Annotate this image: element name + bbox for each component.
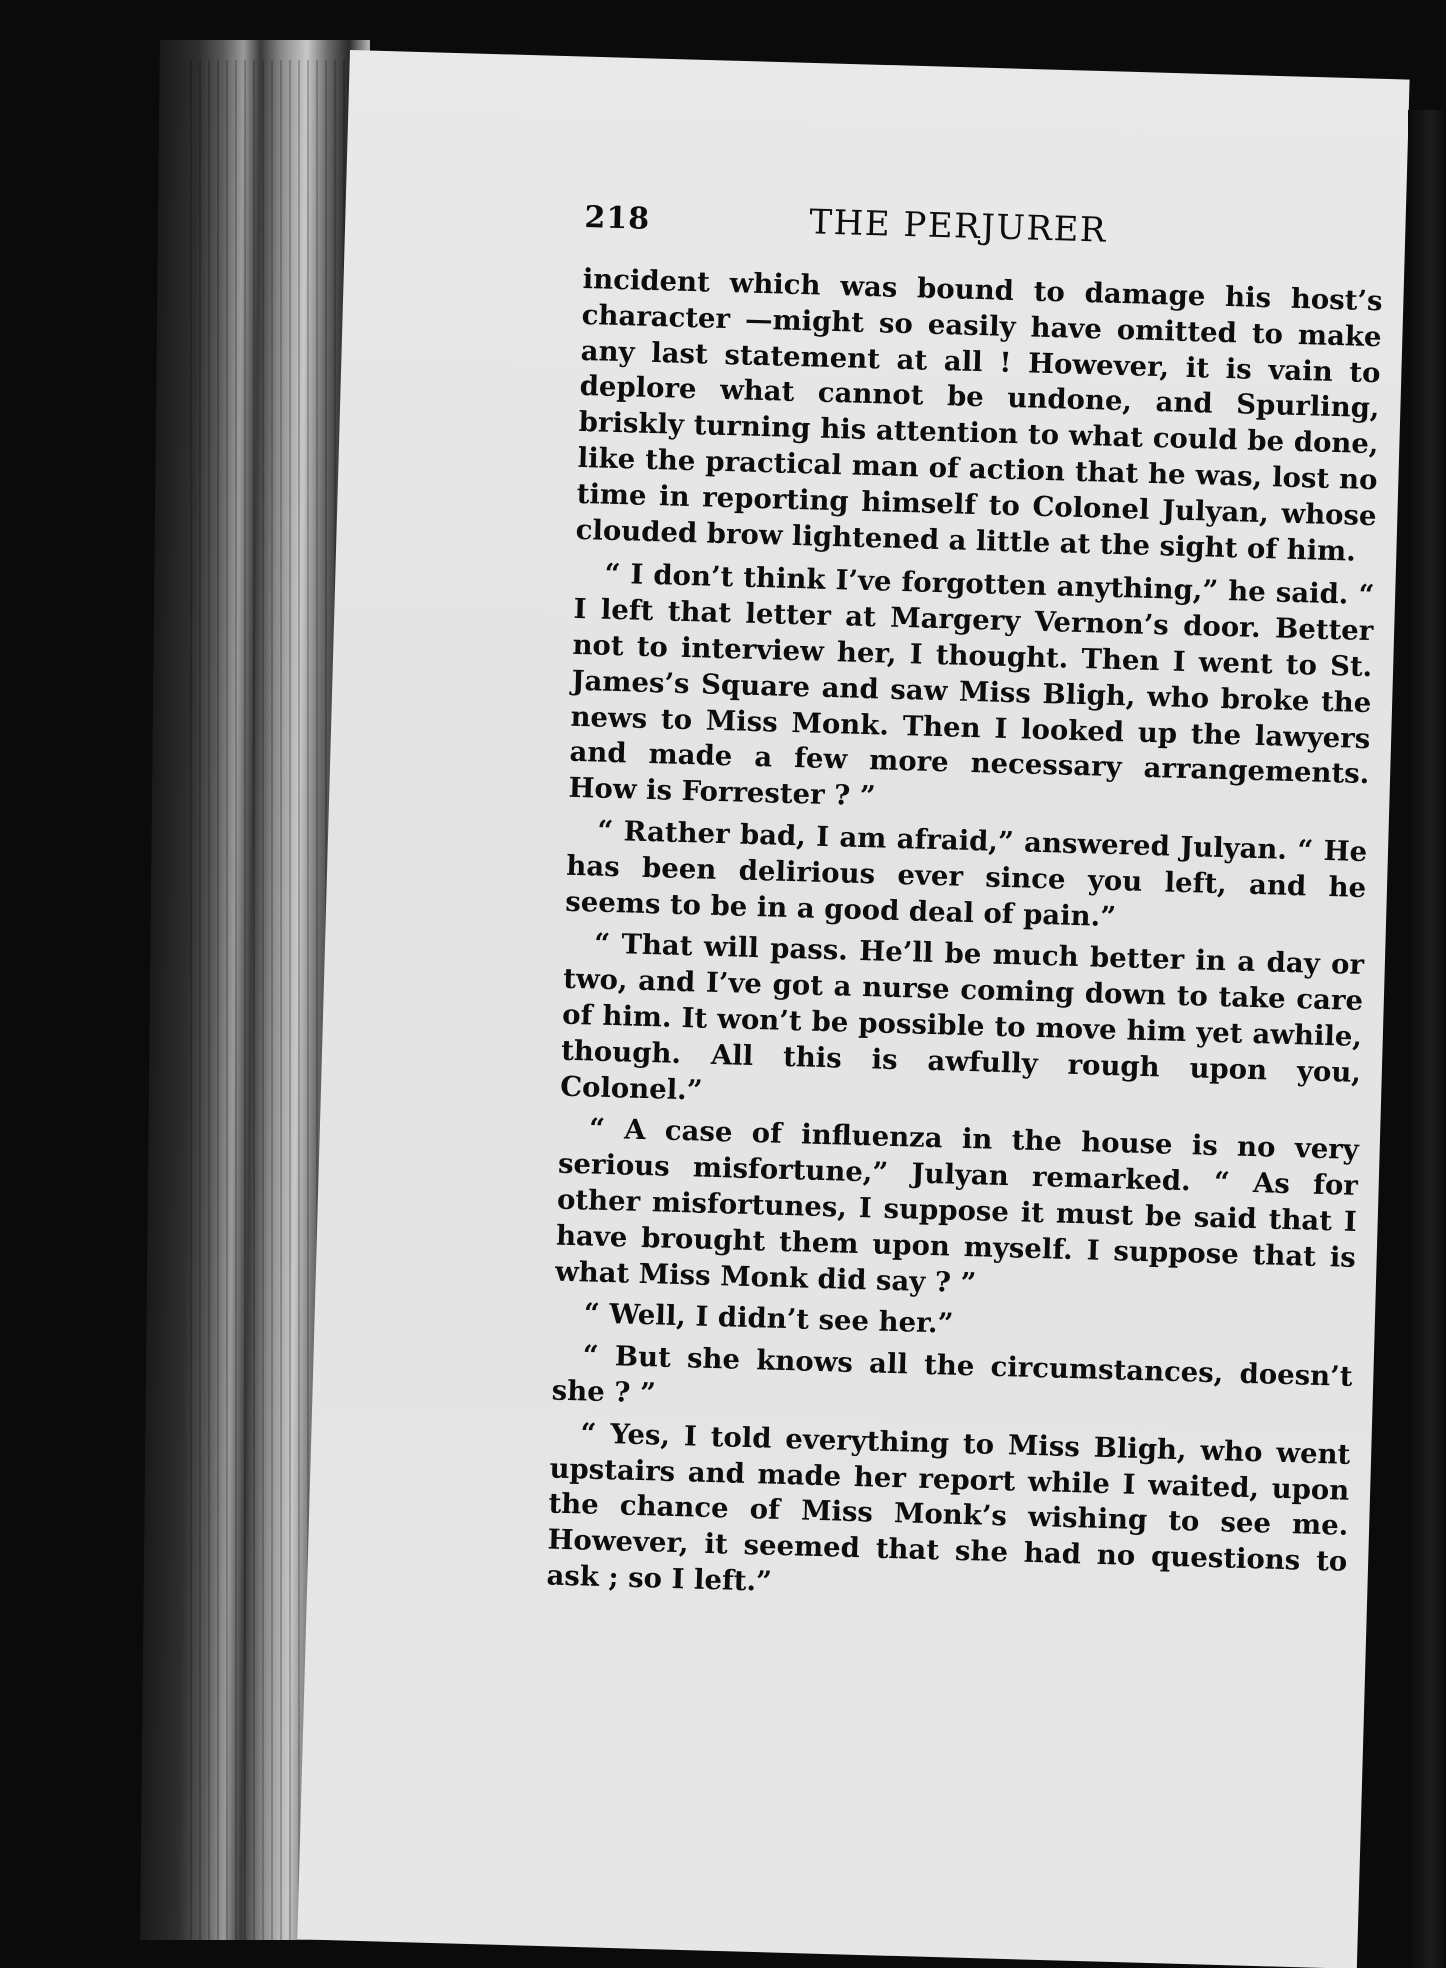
paragraph-6: “ Well, I didn’t see her.”	[583, 1297, 954, 1341]
paragraph-2: “ I don’t think I’ve forgotten anything,” he said. “ I left that letter at Margery Vernon’s door. Better not to interview her, I thought. Then I went to St. James’s Square and saw Miss Bligh, who broke the news to Miss Monk. Then I looked up the lawyers and made a few more necessary arrangements. How is Forrester ? ”	[568, 558, 1375, 813]
page-number: 218	[584, 200, 651, 237]
paragraph-3: “ Rather bad, I am afraid,” answered Julyan. “ He has been delirious ever since you left, and he seems to be in a good deal of pain.”	[564, 814, 1368, 933]
paragraph-1: incident which was bound to damage his host’s character —might so easily have omitted to make any last statement at all ! However, it is vain to deplore what cannot be undone, and Spurling, briskly turning his attention to what could be done, like the practical man of action that he was, lost no time in reporting himself to Colonel Julyan, whose clouded brow lightened a little at the sight of him.	[575, 262, 1383, 568]
page-text-block	[546, 200, 1385, 1622]
paragraph-8: “ Yes, I told everything to Miss Bligh, who went upstairs and made her report while I waited, upon the chance of Miss Monk’s wishing to see me. However, it seemed that she had no questions to ask ; so I left.”	[546, 1417, 1351, 1598]
facing-page-edge	[1408, 110, 1446, 1968]
paragraph-7: “ But she knows all the circumstances, doesn’t she ? ”	[551, 1339, 1353, 1410]
running-title: THE PERJURER	[808, 202, 1108, 251]
paragraph-5: “ A case of influenza in the house is no very serious misfortune,” Julyan remarked. “ As for other misfortunes, I suppose it must be said that I have brought them upon myself. I suppose that is what Miss Monk did say ? ”	[554, 1112, 1360, 1299]
paragraph-4: “ That will pass. He’ll be much better in a day or two, and I’ve got a nurse coming down to take care of him. It won’t be possible to move him yet awhile, though. All this is awfully rough upon you, Colonel.”	[559, 927, 1365, 1107]
